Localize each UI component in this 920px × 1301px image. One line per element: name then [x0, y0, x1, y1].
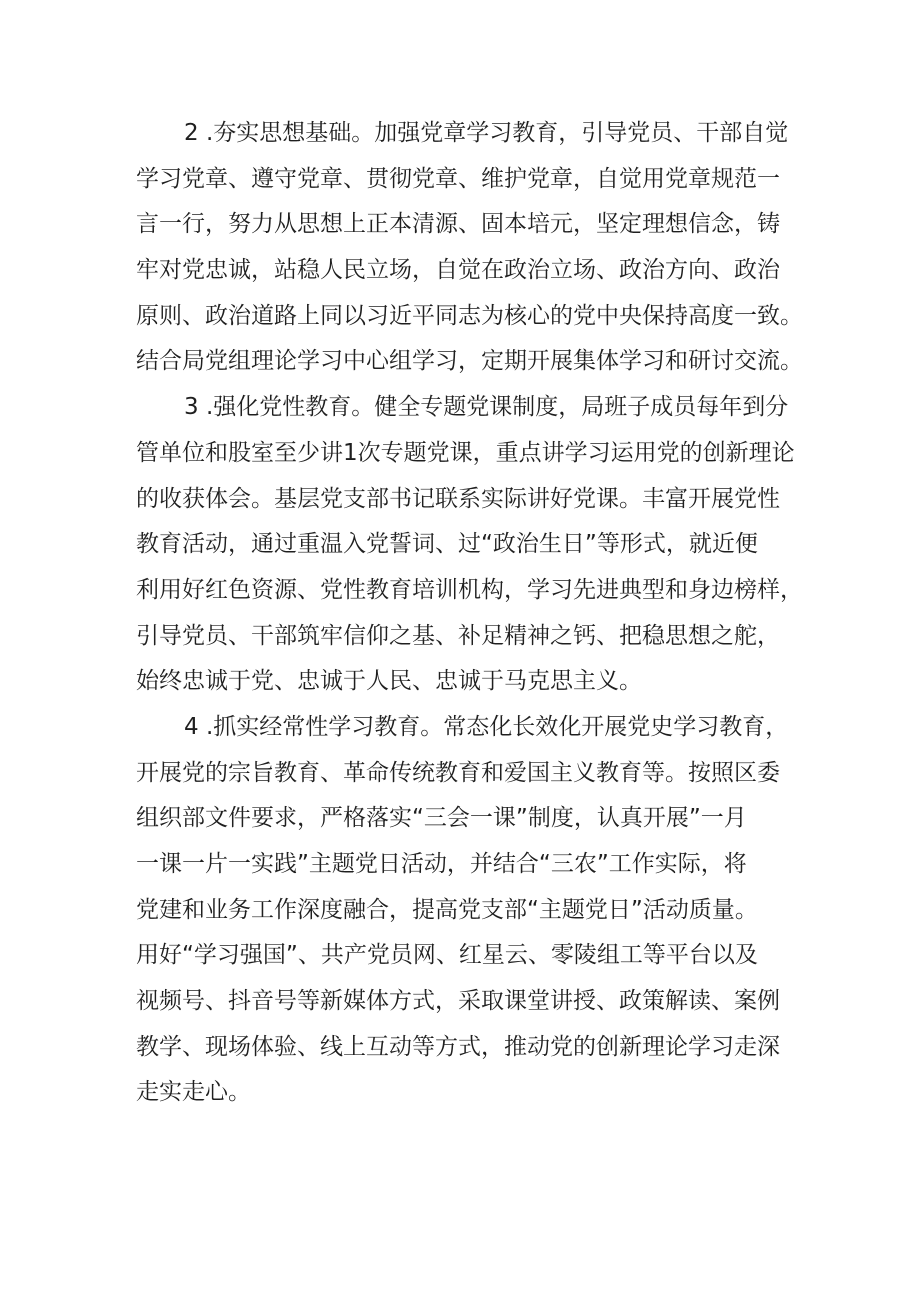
paragraph-line: 用好“学习强国”、共产党员网、红星云、零陵组工等平台以及	[136, 942, 758, 969]
paragraph-line: 3 .强化党性教育。健全专题党课制度，局班子成员每年到分	[184, 394, 789, 421]
paragraph-line: 言一行，努力从思想上正本清源、固本培元，坚定理想信念，铸	[136, 211, 780, 238]
paragraph-line: 的收获体会。基层党支部书记联系实际讲好党课。丰富开展党性	[136, 485, 780, 512]
paragraph-line: 4 .抓实经常性学习教育。常态化长效化开展党史学习教育，	[184, 713, 789, 740]
paragraph-line: 组织部文件要求，严格落实“三会一课”制度，认真开展”一月	[136, 805, 747, 832]
paragraph-line: 2 .夯实思想基础。加强党章学习教育，引导党员、干部自觉	[184, 120, 789, 146]
document-body	[136, 111, 816, 1116]
paragraph-line: 走实走心。	[136, 1079, 251, 1106]
paragraph-item-3	[136, 385, 816, 705]
paragraph-line: 一课一片一实践”主题党日活动，并结合“三农”工作实际，将	[136, 851, 747, 877]
paragraph-line: 教学、现场体验、线上互动等方式，推动党的创新理论学习走深	[136, 1033, 780, 1060]
paragraph-line: 原则、政治道路上同以习近平同志为核心的党中央保持高度一致。	[136, 302, 803, 329]
paragraph-line: 结合局党组理论学习中心组学习，定期开展集体学习和研讨交流。	[136, 348, 803, 375]
paragraph-line: 利用好红色资源、党性教育培训机构，学习先进典型和身边榜样，	[136, 576, 803, 603]
paragraph-line: 牢对党忠诚，站稳人民立场，自觉在政治立场、政治方向、政治	[136, 257, 780, 284]
paragraph-item-4	[136, 705, 816, 1116]
paragraph-line: 始终忠诚于党、忠诚于人民、忠诚于马克思主义。	[136, 668, 642, 695]
paragraph-item-2	[136, 111, 816, 385]
paragraph-line: 教育活动，通过重温入党誓词、过“政治生日”等形式，就近便	[136, 531, 758, 558]
paragraph-line: 引导党员、干部筑牢信仰之基、补足精神之钙、把稳思想之舵，	[136, 622, 780, 649]
paragraph-line: 管单位和股室至少讲1次专题党课，重点讲学习运用党的创新理论	[136, 439, 795, 466]
paragraph-line: 视频号、抖音号等新媒体方式，采取课堂讲授、政策解读、案例	[136, 988, 780, 1015]
paragraph-line: 党建和业务工作深度融合，提高党支部“主题党日”活动质量。	[136, 896, 758, 923]
paragraph-line: 学习党章、遵守党章、贯彻党章、维护党章，自觉用党章规范一	[136, 165, 780, 192]
paragraph-line: 开展党的宗旨教育、革命传统教育和爱国主义教育等。按照区委	[136, 759, 780, 786]
